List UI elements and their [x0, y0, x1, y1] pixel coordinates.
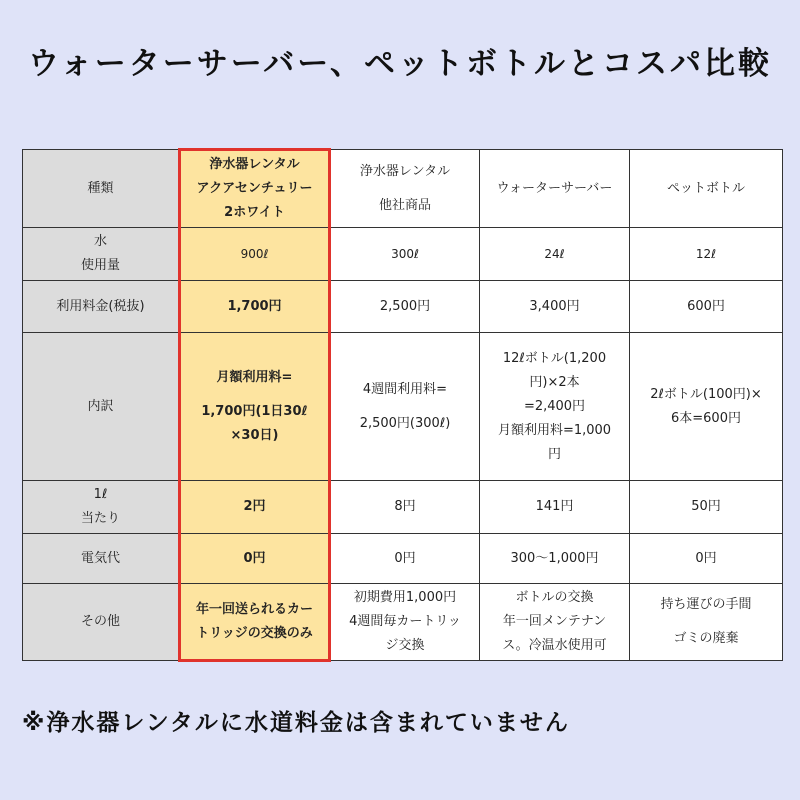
per-liter-aqua-century: 2円: [180, 481, 330, 534]
breakdown-line: 1,700円(1日30ℓ: [201, 403, 308, 419]
usage-water-server: 24ℓ: [480, 228, 630, 281]
other-pet-bottle: [630, 584, 783, 661]
header-cell-water-server: ウォーターサーバー: [480, 150, 630, 228]
other-line: 4週間毎カートリッ: [349, 614, 461, 630]
other-line: ボトルの交換: [515, 590, 594, 606]
breakdown-line: 12ℓボトル(1,200: [502, 350, 607, 366]
header-line: 他社商品: [378, 197, 431, 213]
breakdown-line: 2ℓボトル(100円)×: [650, 386, 762, 402]
breakdown-water-server: [480, 333, 630, 481]
fee-pet-bottle: 600円: [630, 281, 783, 333]
fee-other-rental: 2,500円: [330, 281, 480, 333]
other-other-rental: [330, 584, 480, 661]
other-aqua-century: [180, 584, 330, 661]
row-header-fee: 利用料金(税抜): [23, 281, 180, 333]
other-line: 年一回送られるカー: [195, 601, 313, 617]
header-cell-aqua-century: [180, 150, 330, 228]
table-row-electricity: [23, 534, 783, 584]
other-water-server: [480, 584, 630, 661]
header-cell-other-rental: [330, 150, 480, 228]
row-header-type: 種類: [23, 150, 180, 228]
breakdown-line: ×30日): [230, 427, 279, 443]
row-header-breakdown: 内訳: [23, 333, 180, 481]
breakdown-line: 4週間利用料=: [362, 381, 448, 397]
row-header-usage: [23, 228, 180, 281]
breakdown-line: 円)×2本: [529, 374, 580, 390]
row-header-line: 当たり: [80, 511, 120, 527]
other-line: 持ち運びの手間: [660, 597, 752, 613]
row-header-line: 使用量: [80, 258, 120, 274]
breakdown-pet-bottle: [630, 333, 783, 481]
row-header-electricity: 電気代: [23, 534, 180, 584]
per-liter-water-server: 141円: [480, 481, 630, 534]
row-header-per-liter: [23, 481, 180, 534]
breakdown-line: 2,500円(300ℓ): [359, 415, 451, 431]
electricity-other-rental: 0円: [330, 534, 480, 584]
fee-aqua-century: 1,700円: [180, 281, 330, 333]
table-row-usage: [23, 228, 783, 281]
breakdown-line: 6本=600円: [671, 410, 741, 426]
electricity-water-server: 300～1,000円: [480, 534, 630, 584]
other-line: ス。冷温水使用可: [502, 638, 607, 654]
header-line: アクアセンチュリー: [196, 181, 313, 197]
electricity-pet-bottle: 0円: [630, 534, 783, 584]
page-title: ウォーターサーバー、ペットボトルとコスパ比較: [28, 46, 772, 82]
breakdown-aqua-century: [180, 333, 330, 481]
breakdown-line: 月額利用料=1,000: [497, 422, 612, 438]
fee-water-server: 3,400円: [480, 281, 630, 333]
other-line: トリッジの交換のみ: [196, 625, 313, 641]
other-line: ジ交換: [385, 638, 425, 654]
usage-other-rental: 300ℓ: [330, 228, 480, 281]
other-line: 初期費用1,000円: [353, 590, 457, 606]
table-row-per-liter: [23, 481, 783, 534]
row-header-line: 1ℓ: [93, 487, 108, 503]
row-header-other: その他: [23, 584, 180, 661]
other-line: ゴミの廃棄: [673, 631, 739, 647]
table-row-breakdown: [23, 333, 783, 481]
other-line: 年一回メンテナン: [502, 614, 607, 630]
footnote: ※浄水器レンタルに水道料金は含まれていません: [22, 710, 570, 736]
breakdown-line: 月額利用料=: [216, 369, 293, 385]
row-header-line: 水: [93, 234, 107, 250]
per-liter-pet-bottle: 50円: [630, 481, 783, 534]
usage-aqua-century: 900ℓ: [180, 228, 330, 281]
table-row-type: [23, 150, 783, 228]
table-row-other: [23, 584, 783, 661]
header-line: 2ホワイト: [224, 205, 285, 221]
table-row-fee: [23, 281, 783, 333]
per-liter-other-rental: 8円: [330, 481, 480, 534]
header-line: 浄水器レンタル: [359, 163, 451, 179]
comparison-table: [22, 148, 783, 662]
header-line: 浄水器レンタル: [209, 157, 300, 172]
breakdown-line: 円: [547, 446, 561, 462]
header-cell-pet-bottle: ペットボトル: [630, 150, 783, 228]
breakdown-other-rental: [330, 333, 480, 481]
usage-pet-bottle: 12ℓ: [630, 228, 783, 281]
breakdown-line: =2,400円: [523, 398, 586, 414]
electricity-aqua-century: 0円: [180, 534, 330, 584]
